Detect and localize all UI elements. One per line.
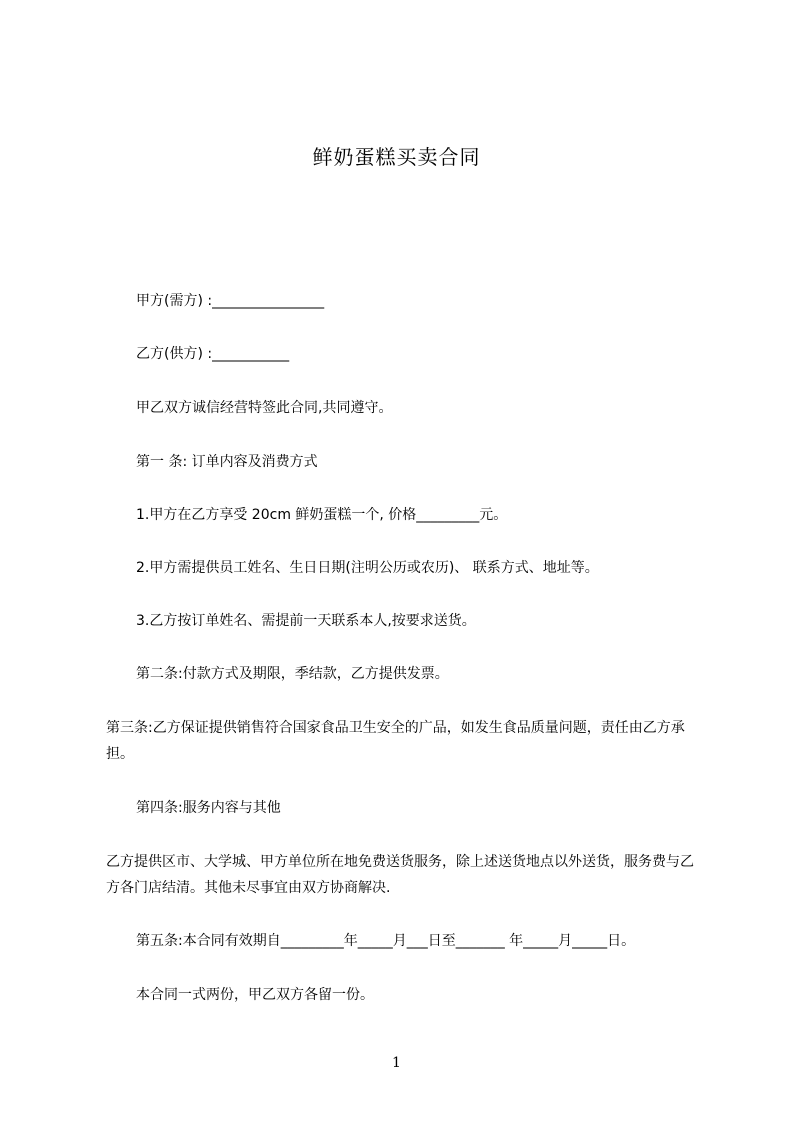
- intro-paragraph: 甲乙双方诚信经营特签此合同,共同遵守。: [136, 400, 393, 416]
- article-1-item-1: 1.甲方在乙方享受 20cm 鲜奶蛋糕一个, 价格_________元。: [136, 507, 508, 523]
- article-4-heading: 第四条:服务内容与其他: [136, 800, 281, 816]
- article-1-item-2: 2.甲方需提供员工姓名、生日日期(注明公历或农历)、 联系方式、地址等。: [136, 560, 599, 576]
- article-3-paragraph: 第三条:乙方保证提供销售符合国家食品卫生安全的广品，如发生食品质量问题，责任由乙方承担。: [106, 720, 685, 762]
- copies-paragraph: 本合同一式两份，甲乙双方各留一份。: [136, 987, 374, 1003]
- document-title: 鲜奶蛋糕买卖合同: [312, 145, 481, 169]
- article-1-item-3: 3.乙方按订单姓名、需提前一天联系本人,按要求送货。: [136, 613, 476, 629]
- article-4-body: 乙方提供区市、大学城、甲方单位所在地免费送货服务，除上述送货地点以外送货，服务费与乙方各门店结清。其他未尽事宜由双方协商解决.: [106, 854, 694, 896]
- party-a-line: 甲方(需方) :________________: [136, 293, 325, 309]
- article-5-paragraph: 第五条:本合同有效期自_________年_____月___日至_______ 年_____月_____日。: [136, 933, 636, 949]
- party-b-line: 乙方(供方) :___________: [136, 346, 290, 362]
- article-2-paragraph: 第二条:付款方式及期限，季结款，乙方提供发票。: [136, 666, 449, 682]
- page-number: 1: [392, 1055, 401, 1071]
- article-1-heading: 第一 条: 订单内容及消费方式: [136, 454, 318, 470]
